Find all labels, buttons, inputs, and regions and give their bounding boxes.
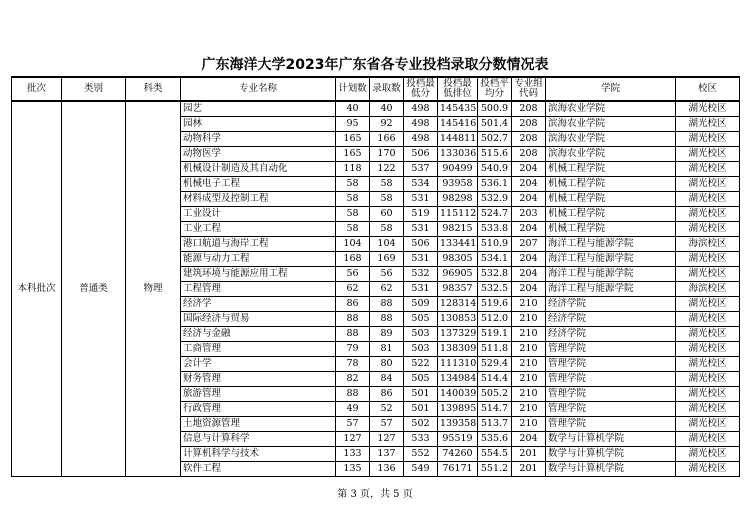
avg-score-cell: 535.6 — [478, 432, 512, 447]
avg-score-cell: 514.4 — [478, 372, 512, 387]
plan-cell: 133 — [336, 447, 370, 462]
min-rank-cell: 139358 — [438, 417, 478, 432]
min-score-cell: 522 — [404, 357, 438, 372]
campus-cell: 湖光校区 — [676, 447, 740, 462]
plan-cell: 127 — [336, 432, 370, 447]
major-cell: 工业工程 — [181, 222, 336, 237]
college-cell: 管理学院 — [546, 372, 676, 387]
group-code-cell: 210 — [512, 387, 546, 402]
college-cell: 经济学院 — [546, 312, 676, 327]
campus-cell: 湖光校区 — [676, 267, 740, 282]
avg-score-cell: 533.8 — [478, 222, 512, 237]
plan-cell: 58 — [336, 207, 370, 222]
group-code-cell: 204 — [512, 177, 546, 192]
major-cell: 园林 — [181, 117, 336, 132]
avg-score-cell: 551.2 — [478, 462, 512, 477]
page-title: 广东海洋大学2023年广东省各专业投档录取分数情况表 — [201, 57, 549, 73]
avg-score-cell: 532.8 — [478, 267, 512, 282]
min-score-cell: 502 — [404, 417, 438, 432]
group-code-cell: 210 — [512, 402, 546, 417]
campus-cell: 湖光校区 — [676, 147, 740, 162]
header-plan: 计划数 — [336, 77, 370, 101]
avg-score-cell: 532.5 — [478, 282, 512, 297]
avg-score-cell: 524.7 — [478, 207, 512, 222]
header-admitted: 录取数 — [370, 77, 404, 101]
header-category: 类别 — [62, 77, 126, 101]
college-cell: 机械工程学院 — [546, 177, 676, 192]
min-score-cell: 549 — [404, 462, 438, 477]
group-code-cell: 210 — [512, 417, 546, 432]
min-rank-cell: 90499 — [438, 162, 478, 177]
admission-table — [11, 76, 740, 477]
plan-cell: 165 — [336, 147, 370, 162]
college-cell: 经济学院 — [546, 327, 676, 342]
campus-cell: 湖光校区 — [676, 342, 740, 357]
admitted-cell: 57 — [370, 417, 404, 432]
college-cell: 滨海农业学院 — [546, 117, 676, 132]
header-subject: 科类 — [126, 77, 181, 101]
campus-cell: 湖光校区 — [676, 357, 740, 372]
merged-category-cell: 普通类 — [62, 101, 126, 477]
avg-score-cell: 534.1 — [478, 252, 512, 267]
campus-cell: 湖光校区 — [676, 192, 740, 207]
campus-cell: 湖光校区 — [676, 402, 740, 417]
campus-cell: 湖光校区 — [676, 117, 740, 132]
major-cell: 软件工程 — [181, 462, 336, 477]
group-code-cell: 208 — [512, 132, 546, 147]
plan-cell: 56 — [336, 267, 370, 282]
avg-score-cell: 511.8 — [478, 342, 512, 357]
major-cell: 计算机科学与技术 — [181, 447, 336, 462]
min-rank-cell: 145416 — [438, 117, 478, 132]
campus-cell: 湖光校区 — [676, 132, 740, 147]
plan-cell: 58 — [336, 222, 370, 237]
avg-score-cell: 502.7 — [478, 132, 512, 147]
plan-cell: 88 — [336, 327, 370, 342]
major-cell: 材料成型及控制工程 — [181, 192, 336, 207]
min-score-cell: 498 — [404, 117, 438, 132]
plan-cell: 95 — [336, 117, 370, 132]
plan-cell: 82 — [336, 372, 370, 387]
admitted-cell: 92 — [370, 117, 404, 132]
major-cell: 动物医学 — [181, 147, 336, 162]
college-cell: 数学与计算机学院 — [546, 432, 676, 447]
admitted-cell: 88 — [370, 297, 404, 312]
major-cell: 建筑环境与能源应用工程 — [181, 267, 336, 282]
plan-cell: 49 — [336, 402, 370, 417]
admitted-cell: 62 — [370, 282, 404, 297]
min-score-cell: 498 — [404, 132, 438, 147]
min-score-cell: 506 — [404, 237, 438, 252]
major-cell: 经济学 — [181, 297, 336, 312]
admitted-cell: 136 — [370, 462, 404, 477]
min-rank-cell: 140039 — [438, 387, 478, 402]
admitted-cell: 58 — [370, 177, 404, 192]
min-score-cell: 505 — [404, 372, 438, 387]
group-code-cell: 204 — [512, 267, 546, 282]
avg-score-cell: 540.9 — [478, 162, 512, 177]
plan-cell: 78 — [336, 357, 370, 372]
min-rank-cell: 144811 — [438, 132, 478, 147]
major-cell: 经济与金融 — [181, 327, 336, 342]
group-code-cell: 204 — [512, 252, 546, 267]
min-rank-cell: 98215 — [438, 222, 478, 237]
group-code-cell: 204 — [512, 222, 546, 237]
merged-subject-cell: 物理 — [126, 101, 181, 477]
admitted-cell: 58 — [370, 192, 404, 207]
min-score-cell: 531 — [404, 282, 438, 297]
major-cell: 国际经济与贸易 — [181, 312, 336, 327]
major-cell: 能源与动力工程 — [181, 252, 336, 267]
page-footer: 第 3 页，共 5 页 — [337, 489, 413, 500]
avg-score-cell: 505.2 — [478, 387, 512, 402]
min-score-cell: 498 — [404, 101, 438, 117]
admitted-cell: 60 — [370, 207, 404, 222]
major-cell: 工程管理 — [181, 282, 336, 297]
group-code-cell: 208 — [512, 101, 546, 117]
college-cell: 海洋工程与能源学院 — [546, 252, 676, 267]
header-batch: 批次 — [12, 77, 62, 101]
campus-cell: 湖光校区 — [676, 222, 740, 237]
campus-cell: 湖光校区 — [676, 101, 740, 117]
min-score-cell: 501 — [404, 402, 438, 417]
major-cell: 港口航道与海岸工程 — [181, 237, 336, 252]
college-cell: 管理学院 — [546, 357, 676, 372]
admitted-cell: 170 — [370, 147, 404, 162]
min-score-cell: 537 — [404, 162, 438, 177]
major-cell: 信息与计算科学 — [181, 432, 336, 447]
campus-cell: 湖光校区 — [676, 177, 740, 192]
admitted-cell: 52 — [370, 402, 404, 417]
min-rank-cell: 115112 — [438, 207, 478, 222]
avg-score-cell: 532.9 — [478, 192, 512, 207]
min-score-cell: 534 — [404, 177, 438, 192]
admitted-cell: 88 — [370, 312, 404, 327]
plan-cell: 168 — [336, 252, 370, 267]
admitted-cell: 104 — [370, 237, 404, 252]
header-campus: 校区 — [676, 77, 740, 101]
header-min-rank: 投档最低排位 — [438, 77, 478, 101]
group-code-cell: 201 — [512, 462, 546, 477]
group-code-cell: 210 — [512, 342, 546, 357]
college-cell: 管理学院 — [546, 402, 676, 417]
admitted-cell: 56 — [370, 267, 404, 282]
group-code-cell: 204 — [512, 192, 546, 207]
college-cell: 管理学院 — [546, 342, 676, 357]
admitted-cell: 89 — [370, 327, 404, 342]
college-cell: 经济学院 — [546, 297, 676, 312]
plan-cell: 57 — [336, 417, 370, 432]
avg-score-cell: 513.7 — [478, 417, 512, 432]
admitted-cell: 166 — [370, 132, 404, 147]
plan-cell: 40 — [336, 101, 370, 117]
min-score-cell: 506 — [404, 147, 438, 162]
plan-cell: 62 — [336, 282, 370, 297]
plan-cell: 104 — [336, 237, 370, 252]
group-code-cell: 208 — [512, 117, 546, 132]
major-cell: 行政管理 — [181, 402, 336, 417]
college-cell: 数学与计算机学院 — [546, 462, 676, 477]
group-code-cell: 210 — [512, 327, 546, 342]
min-rank-cell: 133036 — [438, 147, 478, 162]
min-score-cell: 509 — [404, 297, 438, 312]
admitted-cell: 58 — [370, 222, 404, 237]
major-cell: 园艺 — [181, 101, 336, 117]
header-major: 专业名称 — [181, 77, 336, 101]
min-score-cell: 532 — [404, 267, 438, 282]
min-rank-cell: 76171 — [438, 462, 478, 477]
avg-score-cell: 536.1 — [478, 177, 512, 192]
group-code-cell: 204 — [512, 432, 546, 447]
major-cell: 土地资源管理 — [181, 417, 336, 432]
major-cell: 会计学 — [181, 357, 336, 372]
campus-cell: 湖光校区 — [676, 387, 740, 402]
group-code-cell: 210 — [512, 372, 546, 387]
plan-cell: 165 — [336, 132, 370, 147]
avg-score-cell: 500.9 — [478, 101, 512, 117]
min-rank-cell: 95519 — [438, 432, 478, 447]
campus-cell: 湖光校区 — [676, 162, 740, 177]
plan-cell: 79 — [336, 342, 370, 357]
college-cell: 海洋工程与能源学院 — [546, 237, 676, 252]
admitted-cell: 86 — [370, 387, 404, 402]
group-code-cell: 210 — [512, 357, 546, 372]
min-rank-cell: 139895 — [438, 402, 478, 417]
avg-score-cell: 519.6 — [478, 297, 512, 312]
campus-cell: 湖光校区 — [676, 417, 740, 432]
major-cell: 工业设计 — [181, 207, 336, 222]
group-code-cell: 207 — [512, 237, 546, 252]
group-code-cell: 210 — [512, 312, 546, 327]
min-score-cell: 531 — [404, 222, 438, 237]
group-code-cell: 204 — [512, 162, 546, 177]
major-cell: 财务管理 — [181, 372, 336, 387]
merged-batch-cell: 本科批次 — [12, 101, 62, 477]
plan-cell: 86 — [336, 297, 370, 312]
min-score-cell: 533 — [404, 432, 438, 447]
min-rank-cell: 96905 — [438, 267, 478, 282]
plan-cell: 88 — [336, 312, 370, 327]
campus-cell: 湖光校区 — [676, 462, 740, 477]
major-cell: 动物科学 — [181, 132, 336, 147]
admitted-cell: 137 — [370, 447, 404, 462]
plan-cell: 118 — [336, 162, 370, 177]
min-rank-cell: 98305 — [438, 252, 478, 267]
college-cell: 管理学院 — [546, 417, 676, 432]
college-cell: 机械工程学院 — [546, 222, 676, 237]
admitted-cell: 127 — [370, 432, 404, 447]
campus-cell: 湖光校区 — [676, 297, 740, 312]
avg-score-cell: 514.7 — [478, 402, 512, 417]
college-cell: 海洋工程与能源学院 — [546, 282, 676, 297]
header-group-code: 专业组代码 — [512, 77, 546, 101]
college-cell: 滨海农业学院 — [546, 132, 676, 147]
major-cell: 机械电子工程 — [181, 177, 336, 192]
plan-cell: 88 — [336, 387, 370, 402]
min-score-cell: 519 — [404, 207, 438, 222]
campus-cell: 海滨校区 — [676, 282, 740, 297]
avg-score-cell: 554.5 — [478, 447, 512, 462]
min-score-cell: 501 — [404, 387, 438, 402]
admitted-cell: 80 — [370, 357, 404, 372]
header-college: 学院 — [546, 77, 676, 101]
campus-cell: 海滨校区 — [676, 237, 740, 252]
table-row — [12, 101, 740, 117]
min-rank-cell: 145435 — [438, 101, 478, 117]
min-score-cell: 505 — [404, 312, 438, 327]
min-score-cell: 531 — [404, 192, 438, 207]
min-score-cell: 552 — [404, 447, 438, 462]
college-cell: 海洋工程与能源学院 — [546, 267, 676, 282]
min-score-cell: 503 — [404, 327, 438, 342]
admitted-cell: 40 — [370, 101, 404, 117]
college-cell: 数学与计算机学院 — [546, 447, 676, 462]
group-code-cell: 204 — [512, 282, 546, 297]
min-score-cell: 531 — [404, 252, 438, 267]
avg-score-cell: 512.0 — [478, 312, 512, 327]
min-rank-cell: 98357 — [438, 282, 478, 297]
admitted-cell: 169 — [370, 252, 404, 267]
min-rank-cell: 138309 — [438, 342, 478, 357]
header-min-score: 投档最低分 — [404, 77, 438, 101]
college-cell: 管理学院 — [546, 387, 676, 402]
college-cell: 机械工程学院 — [546, 162, 676, 177]
min-rank-cell: 128314 — [438, 297, 478, 312]
group-code-cell: 201 — [512, 447, 546, 462]
table-body — [12, 101, 740, 477]
major-cell: 工商管理 — [181, 342, 336, 357]
avg-score-cell: 515.6 — [478, 147, 512, 162]
campus-cell: 湖光校区 — [676, 312, 740, 327]
campus-cell: 湖光校区 — [676, 252, 740, 267]
college-cell: 机械工程学院 — [546, 207, 676, 222]
admitted-cell: 122 — [370, 162, 404, 177]
admitted-cell: 84 — [370, 372, 404, 387]
group-code-cell: 210 — [512, 297, 546, 312]
campus-cell: 湖光校区 — [676, 372, 740, 387]
min-rank-cell: 133441 — [438, 237, 478, 252]
min-rank-cell: 134984 — [438, 372, 478, 387]
campus-cell: 湖光校区 — [676, 432, 740, 447]
min-score-cell: 503 — [404, 342, 438, 357]
campus-cell: 湖光校区 — [676, 327, 740, 342]
header-avg-score: 投档平均分 — [478, 77, 512, 101]
min-rank-cell: 111310 — [438, 357, 478, 372]
plan-cell: 135 — [336, 462, 370, 477]
major-cell: 机械设计制造及其自动化 — [181, 162, 336, 177]
major-cell: 旅游管理 — [181, 387, 336, 402]
group-code-cell: 208 — [512, 147, 546, 162]
avg-score-cell: 519.1 — [478, 327, 512, 342]
college-cell: 机械工程学院 — [546, 192, 676, 207]
min-rank-cell: 93958 — [438, 177, 478, 192]
table-header-row — [12, 77, 740, 101]
plan-cell: 58 — [336, 192, 370, 207]
college-cell: 滨海农业学院 — [546, 101, 676, 117]
admitted-cell: 81 — [370, 342, 404, 357]
campus-cell: 湖光校区 — [676, 207, 740, 222]
min-rank-cell: 98298 — [438, 192, 478, 207]
avg-score-cell: 510.9 — [478, 237, 512, 252]
group-code-cell: 203 — [512, 207, 546, 222]
min-rank-cell: 137329 — [438, 327, 478, 342]
avg-score-cell: 501.4 — [478, 117, 512, 132]
plan-cell: 58 — [336, 177, 370, 192]
min-rank-cell: 130853 — [438, 312, 478, 327]
college-cell: 滨海农业学院 — [546, 147, 676, 162]
avg-score-cell: 529.4 — [478, 357, 512, 372]
min-rank-cell: 74260 — [438, 447, 478, 462]
